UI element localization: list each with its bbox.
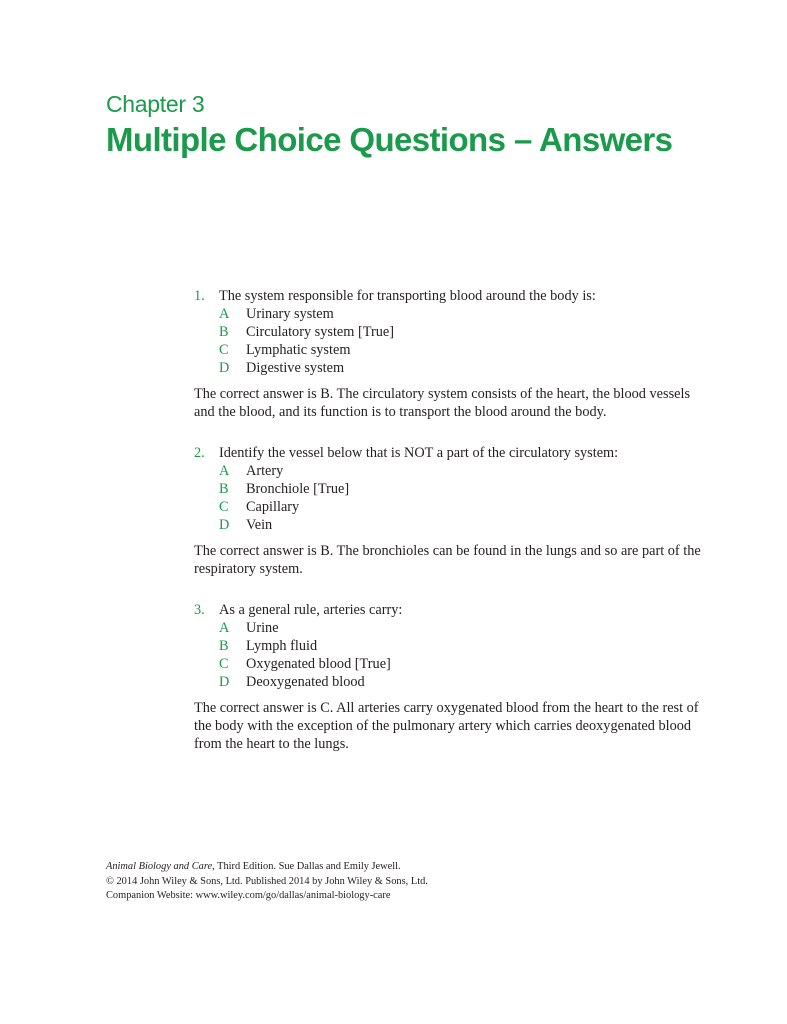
- answer-explanation: The correct answer is C. All arteries carry oxygenated blood from the heart to the rest of the body with the exception of the pulmonary artery which carries deoxygenated blood from the heart to the lungs.: [194, 700, 699, 752]
- option-text: Urine: [246, 620, 279, 636]
- option-a: [194, 462, 714, 480]
- option-a: [194, 305, 714, 323]
- option-letter: C: [219, 342, 229, 358]
- option-text: Bronchiole [True]: [246, 481, 350, 497]
- option-letter: C: [219, 499, 229, 515]
- option-d: [194, 516, 714, 534]
- option-text: Vein: [246, 517, 273, 533]
- option-letter: A: [219, 620, 230, 636]
- question-text: As a general rule, arteries carry:: [219, 602, 403, 618]
- option-letter: B: [219, 481, 229, 497]
- option-a: [194, 619, 714, 637]
- option-letter: B: [219, 638, 229, 654]
- question-text: Identify the vessel below that is NOT a part of the circulatory system:: [219, 445, 619, 461]
- option-letter: C: [219, 656, 229, 672]
- chapter-label: Chapter 3: [106, 91, 205, 117]
- option-letter: A: [219, 306, 230, 322]
- option-letter: D: [219, 517, 230, 533]
- option-text: Digestive system: [246, 360, 345, 376]
- option-d: [194, 359, 714, 377]
- page-header: [106, 90, 672, 160]
- citation-line: [106, 860, 428, 875]
- option-b: [194, 480, 714, 498]
- option-letter: A: [219, 463, 230, 479]
- question-stem: [194, 444, 714, 462]
- option-b: [194, 323, 714, 341]
- page-title: Multiple Choice Questions – Answers: [106, 121, 673, 158]
- option-c: [194, 498, 714, 516]
- copyright-line: © 2014 John Wiley & Sons, Ltd. Published 2014 by John Wiley & Sons, Ltd.: [106, 875, 428, 887]
- question-stem: [194, 287, 714, 305]
- option-text: Lymph fluid: [246, 638, 318, 654]
- option-letter: B: [219, 324, 229, 340]
- option-letter: D: [219, 674, 230, 690]
- page-footer: [106, 860, 428, 904]
- option-c: [194, 655, 714, 673]
- answer-explanation: The correct answer is B. The circulatory system consists of the heart, the blood vessels and the blood, and its function is to transport the blood around the body.: [194, 386, 691, 420]
- option-b: [194, 637, 714, 655]
- question-text: The system responsible for transporting blood around the body is:: [219, 288, 596, 304]
- option-text: Circulatory system [True]: [246, 324, 394, 340]
- option-text: Deoxygenated blood: [246, 674, 365, 690]
- question-number: 3.: [194, 602, 205, 618]
- option-text: Oxygenated blood [True]: [246, 656, 391, 672]
- option-text: Urinary system: [246, 306, 334, 322]
- question-number: 1.: [194, 288, 205, 304]
- companion-website: Companion Website: www.wiley.com/go/dallas/animal-biology-care: [106, 890, 391, 901]
- option-text: Lymphatic system: [246, 342, 351, 358]
- question-2: [194, 444, 714, 534]
- option-letter: D: [219, 360, 230, 376]
- option-c: [194, 341, 714, 359]
- question-1: [194, 287, 714, 377]
- option-text: Capillary: [246, 499, 300, 515]
- question-list: [194, 287, 714, 776]
- question-3: [194, 601, 714, 691]
- option-d: [194, 673, 714, 691]
- book-title: Animal Biology and Care: [106, 861, 213, 872]
- answer-explanation: The correct answer is B. The bronchioles can be found in the lungs and so are part of the respiratory system.: [194, 543, 701, 577]
- question-stem: [194, 601, 714, 619]
- book-edition-authors: , Third Edition. Sue Dallas and Emily Jewell.: [212, 861, 401, 872]
- question-number: 2.: [194, 445, 205, 461]
- option-text: Artery: [246, 463, 284, 479]
